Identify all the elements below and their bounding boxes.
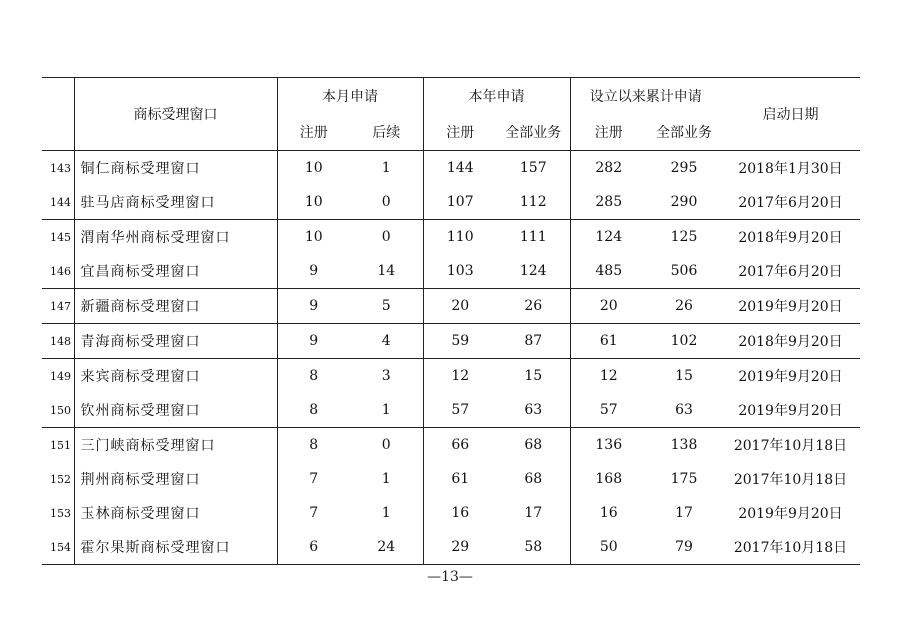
year-all-cell: 111 [497,220,570,255]
cumulative-register-cell: 57 [570,393,647,428]
table-row [42,496,860,530]
month-register-cell: 8 [277,359,350,394]
start-date-cell: 2019年9月20日 [738,403,843,419]
month-later-cell: 3 [350,359,423,394]
year-register-cell: 16 [423,496,497,530]
window-name-cell: 铜仁商标受理窗口 [74,151,277,186]
month-later-cell: 0 [350,220,423,255]
window-name-cell: 钦州商标受理窗口 [74,393,277,428]
month-register-cell: 9 [277,254,350,289]
year-register-cell: 20 [423,289,497,324]
year-all-cell: 68 [497,428,570,463]
row-index-cell: 145 [42,220,74,255]
month-later-cell: 5 [350,289,423,324]
year-register-cell: 61 [423,462,497,496]
index-header [42,78,74,151]
start-date-cell: 2019年9月20日 [738,506,843,522]
table-row [42,185,860,220]
month-register-cell: 10 [277,220,350,255]
year-all-cell: 87 [497,324,570,359]
start-date-cell: 2019年9月20日 [721,289,860,324]
cumulative-all-cell: 175 [670,471,698,487]
cumulative-register-cell: 16 [570,496,647,530]
month-register-cell: 10 [277,185,350,220]
cumulative-register-cell: 50 [570,530,647,565]
window-name-cell: 渭南华州商标受理窗口 [74,220,277,255]
window-name-cell: 三门峡商标受理窗口 [74,428,277,463]
month-register-cell: 10 [277,151,350,186]
cumulative-all-cell: 506 [670,263,698,279]
cumulative-register-header: 注册 [570,114,647,151]
cumulative-register-cell: 282 [570,151,647,186]
month-register-cell: 8 [277,393,350,428]
month-register-cell: 9 [277,289,350,324]
month-later-cell: 1 [350,151,423,186]
cumulative-register-cell: 12 [570,359,647,394]
year-all-cell: 112 [519,194,547,210]
month-header: 本月申请 [277,78,423,115]
table-row [42,324,860,359]
year-register-cell: 110 [423,220,497,255]
table-row [42,220,860,255]
row-index-cell: 147 [42,289,74,324]
year-all-cell: 58 [497,530,570,565]
month-register-header: 注册 [277,114,350,151]
year-register-cell: 57 [423,393,497,428]
table-row [42,359,860,394]
month-later-cell: 14 [377,263,396,279]
month-later-cell: 4 [350,324,423,359]
year-all-cell: 124 [519,263,547,279]
year-register-cell: 12 [423,359,497,394]
year-register-cell: 29 [423,530,497,565]
year-all-cell: 157 [497,151,570,186]
window-name-cell: 驻马店商标受理窗口 [74,185,277,220]
table-row [42,428,860,463]
month-register-cell: 8 [277,428,350,463]
row-index-cell: 151 [42,428,74,463]
cumulative-all-cell: 102 [647,324,721,359]
cumulative-all-header: 全部业务 [656,125,712,141]
row-index-cell: 148 [42,324,74,359]
cumulative-header: 设立以来累计申请 [570,78,721,115]
year-all-cell: 63 [524,402,543,418]
month-later-header: 后续 [372,125,401,141]
cumulative-all-cell: 125 [647,220,721,255]
table-row [42,393,860,428]
month-later-cell: 1 [381,471,391,487]
row-index-cell: 152 [50,472,71,486]
start-date-cell: 2018年9月20日 [721,324,860,359]
month-later-cell: 0 [381,194,391,210]
start-date-cell: 2017年6月20日 [738,264,843,280]
trademark-window-table [42,77,860,565]
cumulative-register-cell: 20 [570,289,647,324]
row-index-cell: 153 [50,506,71,520]
page-number: —13— [427,569,473,585]
year-header: 本年申请 [423,78,570,115]
year-all-cell: 17 [524,505,543,521]
start-date-cell: 2017年10月18日 [721,530,860,565]
table-row [42,289,860,324]
start-date-cell: 2019年9月20日 [721,359,860,394]
year-register-cell: 144 [423,151,497,186]
cumulative-all-cell: 17 [675,505,693,521]
month-register-cell: 6 [277,530,350,565]
window-name-cell: 来宾商标受理窗口 [74,359,277,394]
year-all-header: 全部业务 [505,125,562,141]
year-register-cell: 103 [423,254,497,289]
start-date-cell: 2017年10月18日 [721,428,860,463]
row-index-cell: 146 [50,264,71,278]
cumulative-register-cell: 61 [570,324,647,359]
year-register-header: 注册 [423,114,497,151]
cumulative-all-cell: 295 [647,151,721,186]
year-all-cell: 68 [524,471,543,487]
window-name-header: 商标受理窗口 [74,78,277,151]
window-name-cell: 霍尔果斯商标受理窗口 [74,530,277,565]
table-body [42,151,860,565]
header-row-top [42,78,860,115]
start-date-cell: 2018年1月30日 [721,151,860,186]
table-row [42,254,860,289]
month-register-cell: 7 [277,496,350,530]
cumulative-register-cell: 285 [570,185,647,220]
cumulative-all-cell: 26 [647,289,721,324]
year-register-cell: 66 [423,428,497,463]
month-later-cell: 1 [381,402,391,418]
window-name-cell: 新疆商标受理窗口 [74,289,277,324]
table-row [42,151,860,186]
window-name-cell: 荆州商标受理窗口 [74,462,277,496]
year-all-cell: 26 [497,289,570,324]
cumulative-register-cell: 485 [570,254,647,289]
start-date-cell: 2018年9月20日 [721,220,860,255]
row-index-cell: 143 [42,151,74,186]
cumulative-register-cell: 136 [570,428,647,463]
window-name-cell: 宜昌商标受理窗口 [74,254,277,289]
start-date-cell: 2017年10月18日 [733,472,848,488]
year-register-cell: 107 [423,185,497,220]
start-date-cell: 2017年6月20日 [738,195,843,211]
cumulative-all-cell: 290 [670,194,698,210]
cumulative-all-cell: 79 [647,530,721,565]
table-row [42,530,860,565]
month-register-cell: 9 [277,324,350,359]
year-all-cell: 15 [497,359,570,394]
row-index-cell: 150 [50,403,71,417]
cumulative-all-cell: 63 [675,402,693,418]
cumulative-register-cell: 168 [570,462,647,496]
window-name-cell: 青海商标受理窗口 [74,324,277,359]
row-index-cell: 144 [50,195,71,209]
window-name-cell: 玉林商标受理窗口 [74,496,277,530]
start-date-header: 启动日期 [721,78,860,151]
cumulative-all-cell: 15 [647,359,721,394]
table-row [42,462,860,496]
cumulative-register-cell: 124 [570,220,647,255]
month-later-cell: 1 [381,505,391,521]
month-later-cell: 24 [350,530,423,565]
row-index-cell: 149 [42,359,74,394]
month-register-cell: 7 [277,462,350,496]
cumulative-all-cell: 138 [647,428,721,463]
row-index-cell: 154 [42,530,74,565]
month-later-cell: 0 [350,428,423,463]
year-register-cell: 59 [423,324,497,359]
